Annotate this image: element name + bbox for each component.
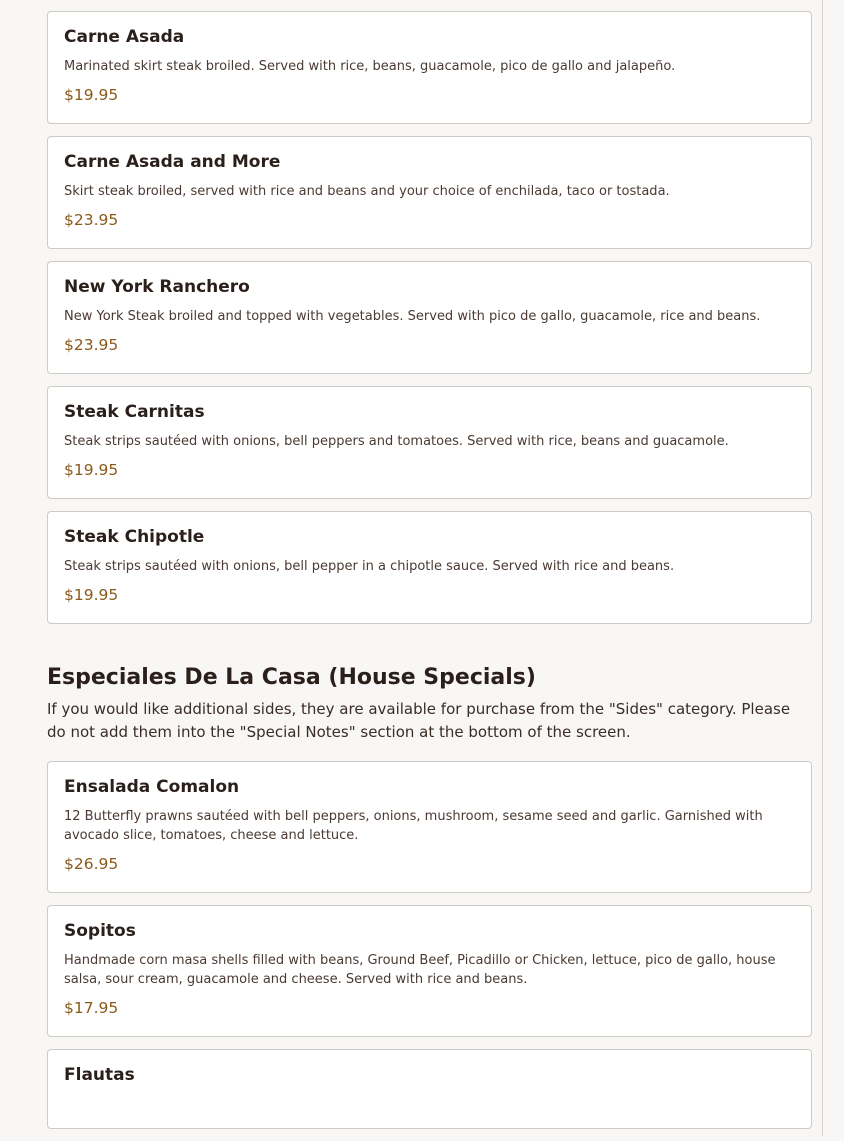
menu-item-price: $19.95 (64, 586, 119, 604)
menu-item-price: $23.95 (64, 211, 119, 229)
menu-item-card[interactable] (47, 1049, 812, 1129)
menu-item-card[interactable] (47, 386, 812, 499)
menu-item-price: $26.95 (64, 855, 119, 873)
menu-item-card[interactable] (47, 136, 812, 249)
menu-item-card[interactable] (47, 261, 812, 374)
menu-item-name: Steak Chipotle (64, 527, 205, 547)
menu-item-name: Carne Asada (64, 27, 185, 47)
menu-item-description: Marinated skirt steak broiled. Served with rice, beans, guacamole, pico de gallo and jalapeño. (64, 59, 676, 74)
menu-content (47, 0, 812, 1141)
menu-item-description: Steak strips sautéed with onions, bell peppers and tomatoes. Served with rice, beans and guacamole. (64, 434, 729, 449)
menu-item-card[interactable] (47, 761, 812, 893)
menu-item-name: Sopitos (64, 921, 136, 941)
menu-item-price: $23.95 (64, 336, 119, 354)
menu-item-name: Carne Asada and More (64, 152, 281, 172)
menu-item-name: Flautas (64, 1065, 135, 1085)
menu-item-card[interactable] (47, 905, 812, 1037)
page-divider (822, 0, 823, 1136)
menu-item-price: $19.95 (64, 461, 119, 479)
menu-item-card[interactable] (47, 11, 812, 124)
menu-item-card[interactable] (47, 511, 812, 624)
menu-item-name: New York Ranchero (64, 277, 250, 297)
menu-item-description: Handmade corn masa shells filled with beans, Ground Beef, Picadillo or Chicken, lettuce, pico de gallo, house salsa, sour cream, guacamole and cheese. Served with rice and beans. (64, 953, 776, 987)
section-title: Especiales De La Casa (House Specials) (47, 665, 536, 690)
menu-item-description: Steak strips sautéed with onions, bell pepper in a chipotle sauce. Served with rice and beans. (64, 559, 675, 574)
menu-item-description: New York Steak broiled and topped with vegetables. Served with pico de gallo, guacamole, rice and beans. (64, 309, 761, 324)
menu-item-price: $17.95 (64, 999, 119, 1017)
menu-item-name: Ensalada Comalon (64, 777, 240, 797)
menu-item-description: Skirt steak broiled, served with rice and beans and your choice of enchilada, taco or tostada. (64, 184, 670, 199)
section-note: If you would like additional sides, they are available for purchase from the "Sides" category. Please do not add them into the "Special Notes" section at the bottom of the screen. (47, 700, 791, 741)
menu-item-name: Steak Carnitas (64, 402, 205, 422)
menu-item-price: $19.95 (64, 86, 119, 104)
menu-item-description: 12 Butterfly prawns sautéed with bell peppers, onions, mushroom, sesame seed and garlic. Garnished with avocado slice, tomatoes, cheese and lettuce. (64, 809, 763, 843)
